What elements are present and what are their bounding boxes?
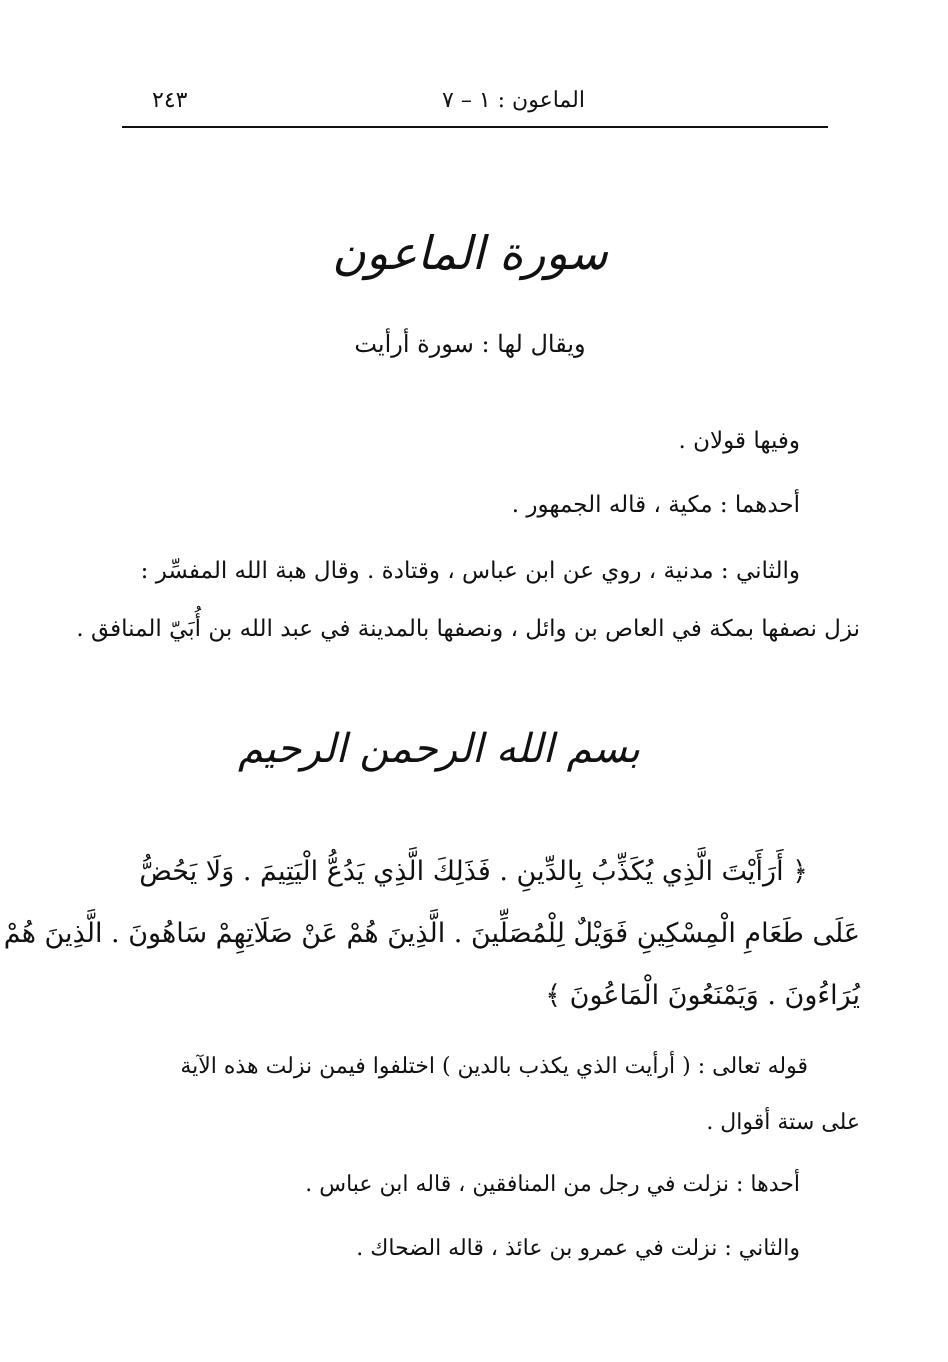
chapter-reference: الماعون : ١ – ٧ [442, 88, 585, 113]
page-number: ٢٤٣ [152, 88, 188, 113]
intro-line-2: أحدهما : مكية ، قاله الجمهور . [511, 492, 800, 518]
verse-line-3: يُرَاءُونَ . وَيَمْنَعُونَ الْمَاعُونَ ﴾ [545, 980, 860, 1011]
commentary-line-2: على ستة أقوال . [706, 1110, 860, 1135]
intro-line-4: نزل نصفها بمكة في العاص بن وائل ، ونصفها بالمدينة في عبد الله بن أُبَيّ المنافق . [76, 616, 860, 642]
verse-line-1: ﴿ أَرَأَيْتَ الَّذِي يُكَذِّبُ بِالدِّينِ . فَذَلِكَ الَّذِي يَدُعُّ الْيَتِيمَ . وَلَا يَحُضُّ [139, 856, 808, 887]
sura-alternate-name: ويقال لها : سورة أرأيت [354, 330, 586, 358]
commentary-line-1: قوله تعالى : ( أرأيت الذي يكذب بالدين ) اختلفوا فيمن نزلت هذه الآية [180, 1054, 808, 1079]
basmala: بسم الله الرحمن الرحيم [237, 726, 640, 772]
running-header [122, 88, 828, 128]
commentary-line-4: والثاني : نزلت في عمرو بن عائذ ، قاله الضحاك . [356, 1236, 800, 1261]
intro-line-1: وفيها قولان . [678, 428, 800, 454]
sura-title: سورة الماعون [332, 226, 608, 280]
intro-line-3: والثاني : مدنية ، روي عن ابن عباس ، وقتادة . وقال هبة الله المفسِّر : [140, 558, 800, 584]
commentary-line-3: أحدها : نزلت في رجل من المنافقين ، قاله ابن عباس . [305, 1172, 800, 1197]
verse-line-2: عَلَى طَعَامِ الْمِسْكِينِ فَوَيْلٌ لِلْمُصَلِّينَ . الَّذِينَ هُمْ عَنْ صَلَاتِهِمْ سَاهُونَ . الَّذِينَ هُمْ [3, 918, 860, 949]
